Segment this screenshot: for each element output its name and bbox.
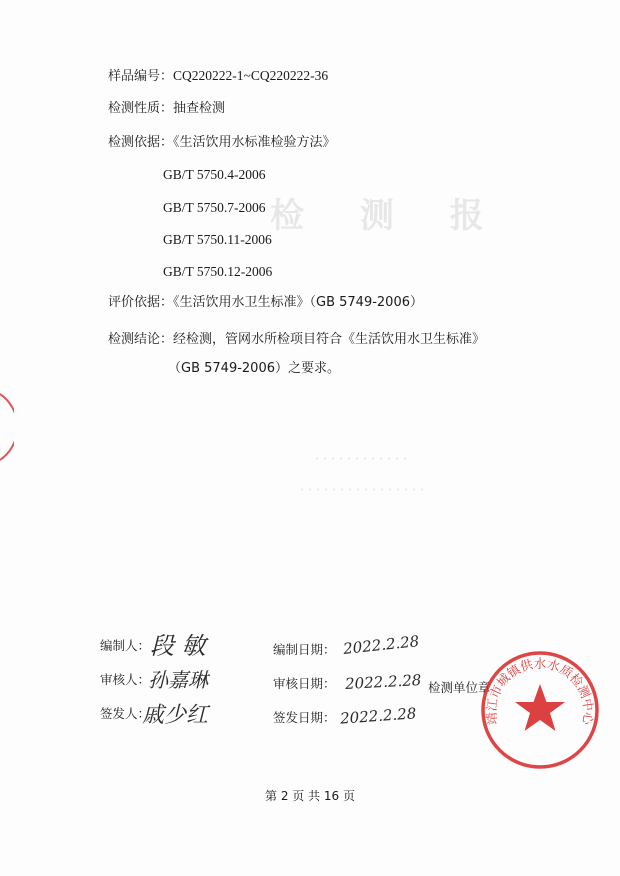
test-nature-label: 检测性质：: [108, 101, 174, 116]
sample-number-value: CQ220222-1~CQ220222-36: [173, 68, 329, 83]
compiler-signature: 段 敏: [150, 632, 206, 660]
sample-number-row: [108, 68, 328, 85]
show-through-line: · · · · · · · · · · · · · · · ·: [300, 483, 425, 496]
evaluation-basis-value: 《生活饮用水卫生标准》（GB 5749-2006）: [173, 295, 423, 310]
compiler-label: 编制人：: [100, 638, 151, 653]
test-nature-value: 抽查检测: [173, 101, 226, 116]
conclusion-continuation: （GB 5749-2006）之要求。: [168, 361, 340, 376]
standard-item: GB/T 5750.12-2006: [163, 264, 273, 279]
page-number: 第 2 页 共 16 页: [265, 789, 355, 803]
issue-date-label: 签发日期：: [273, 710, 336, 725]
reviewer-signature: 孙嘉琳: [148, 668, 208, 692]
issue-date-value: 2022.2.28: [339, 704, 417, 728]
testing-unit-seal-label: 检测单位章: [428, 680, 491, 695]
show-through-line: · · · · · · · · · · · ·: [315, 452, 408, 465]
test-basis-label: 检测依据：: [108, 135, 174, 150]
issuer-signature: 戚少红: [142, 703, 209, 728]
test-nature-row: [108, 101, 225, 117]
seal-star-icon: [515, 684, 565, 731]
issuer-label: 签发人：: [100, 706, 151, 721]
seal-text: 靖江市城镇供水水质检测中心: [483, 655, 597, 726]
review-date-label: 审核日期：: [273, 676, 336, 691]
test-basis-title: 《生活饮用水标准检验方法》: [173, 135, 336, 150]
conclusion-label: 检测结论：: [108, 332, 174, 347]
conclusion-row: [108, 332, 485, 348]
test-basis-row: [108, 135, 336, 151]
compile-date-value: 2022.2.28: [342, 632, 421, 658]
review-date-value: 2022.2.28: [344, 671, 422, 693]
show-through-title: 检 测 报: [270, 196, 506, 236]
conclusion-text: 经检测，管网水所检项目符合《生活饮用水卫生标准》: [173, 332, 486, 347]
edge-seal-fragment: [0, 392, 14, 462]
evaluation-basis-row: [108, 295, 423, 311]
evaluation-basis-label: 评价依据：: [108, 295, 174, 310]
compile-date-label: 编制日期：: [273, 642, 336, 657]
standard-item: GB/T 5750.11-2006: [163, 232, 272, 247]
standard-item: GB/T 5750.7-2006: [163, 200, 266, 215]
official-seal-stamp: [480, 650, 600, 770]
sample-number-label: 样品编号：: [108, 69, 174, 84]
standard-item: GB/T 5750.4-2006: [163, 167, 266, 182]
reviewer-label: 审核人：: [100, 672, 151, 687]
